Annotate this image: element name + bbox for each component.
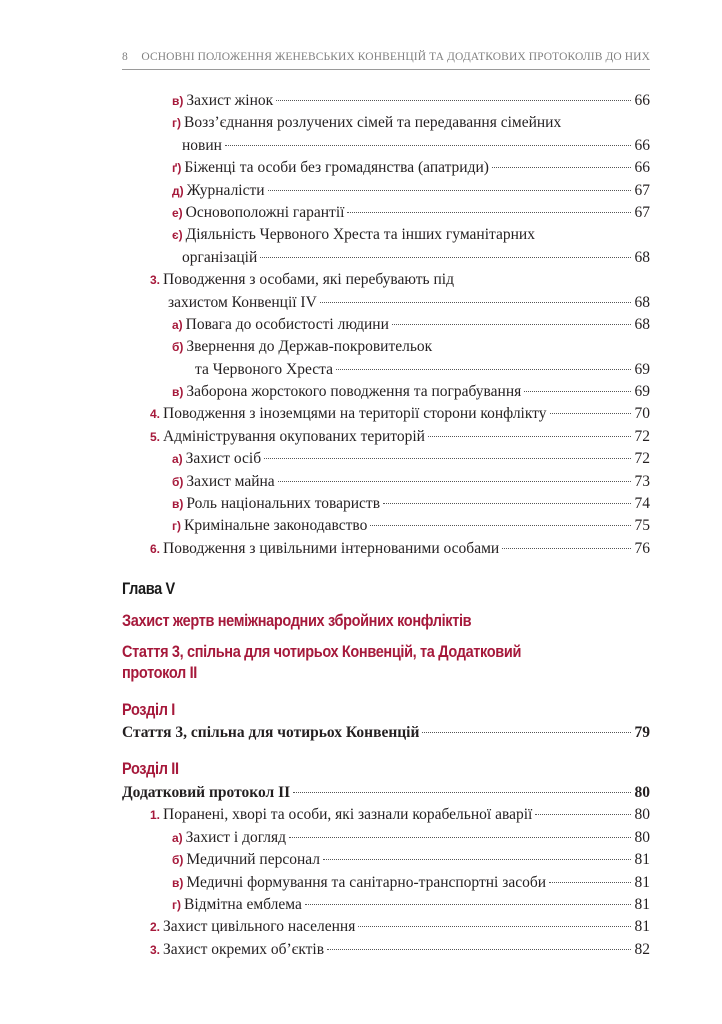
toc-entry-title: Відмітна емблема [184,895,302,913]
toc-entry-title: Поводження з іноземцями на території сторони конфлікту [163,405,547,423]
toc-entry[interactable] [122,336,650,358]
toc-entry[interactable] [122,471,650,493]
dot-leader [323,859,631,860]
dot-leader [549,882,631,883]
chapter-label: Глава V [122,580,175,598]
toc-entry-title: Звернення до Держав-покровительок [186,338,433,356]
dot-leader [370,525,631,526]
toc-entry-title: Возз’єднання розлучених сімей та передавання сімейних [184,114,562,132]
toc-entry-marker: в) [172,385,184,400]
toc-entry[interactable] [122,381,650,403]
toc-entry-page[interactable]: 70 [634,405,650,423]
toc-entry-page[interactable]: 75 [634,517,650,535]
toc-list-section2 [122,782,650,961]
dot-leader [535,814,631,815]
toc-entry[interactable] [122,804,650,826]
toc-entry-page[interactable]: 72 [634,450,650,468]
toc-entry-marker: є) [172,228,183,243]
toc-entry-marker: 1. [150,808,161,823]
toc-entry-title-cont: новин [182,136,222,154]
dot-leader [428,436,631,437]
toc-entry-marker: а) [172,452,183,467]
toc-entry-page[interactable]: 81 [634,873,650,891]
toc-entry-page[interactable]: 79 [634,724,650,741]
dot-leader [278,481,631,482]
dot-leader [305,904,631,905]
toc-entry-marker: е) [172,205,183,220]
section2-label: Розділ II [122,760,179,778]
dot-leader [264,458,631,459]
dot-leader [358,926,631,927]
toc-entry-title: Захист майна [186,472,275,490]
toc-entry-marker: г) [172,897,181,912]
toc-entry-marker: 3. [150,273,161,288]
running-header [122,49,650,70]
toc-entry-page[interactable]: 81 [634,851,650,869]
dot-leader [524,391,631,392]
toc-entry-marker: а) [172,317,183,332]
toc-entry[interactable] [122,827,650,849]
toc-entry-page[interactable]: 80 [634,784,650,801]
dot-leader [492,167,631,168]
toc-entry-page[interactable]: 66 [634,92,650,109]
dot-leader [320,302,631,303]
toc-entry[interactable] [122,403,650,425]
toc-entry[interactable] [122,314,650,336]
toc-entry-marker: 4. [150,407,161,422]
toc-entry-title: Діяльність Червоного Хреста та інших гуманітарних [185,226,535,244]
toc-entry-title: Повага до особистості людини [185,315,389,333]
dot-leader [336,369,631,370]
section1-label: Розділ I [122,701,175,719]
chapter-subtitle-line1: Стаття 3, спільна для чотирьох Конвенцій, та Додатковий [122,643,522,661]
toc-entry-title: Захист і догляд [185,828,287,846]
dot-leader [276,100,631,101]
toc-entry-page[interactable]: 76 [634,539,650,557]
dot-leader [550,413,631,414]
toc-entry-page[interactable]: 80 [634,828,650,846]
toc-entry-title: Поранені, хворі та особи, які зазнали корабельної аварії [163,806,533,824]
toc-entry-marker: 5. [150,429,161,444]
toc-entry-page[interactable]: 69 [634,383,650,401]
toc-entry[interactable] [122,722,650,744]
toc-entry[interactable] [122,872,650,894]
dot-leader [502,548,631,549]
toc-entry-marker: г) [172,519,181,534]
toc-entry-page[interactable]: 66 [634,136,650,154]
toc-entry-marker: ґ) [172,161,182,176]
toc-entry-page[interactable]: 81 [634,918,650,936]
toc-entry-title-cont: організацій [182,248,258,266]
toc-entry-title: Адміністрування окупованих територій [163,427,425,445]
toc-entry-page[interactable]: 82 [634,940,650,958]
chapter-title: Захист жертв неміжнародних збройних конфліктів [122,612,472,630]
toc-entry-page[interactable]: 68 [634,315,650,333]
toc-entry-title: Поводження з цивільними інтернованими особами [163,539,500,557]
toc-entry-title: Роль національних товариств [186,495,381,513]
toc-entry-title: Біженці та особи без громадянства (апатриди) [184,159,489,177]
toc-entry[interactable] [122,112,650,134]
toc-entry-page[interactable]: 68 [634,293,650,311]
toc-entry-title: Медичний персонал [186,851,321,869]
toc-entry-marker: а) [172,830,183,845]
dot-leader [293,792,631,793]
toc-entry-title: Кримінальне законодавство [184,517,368,535]
toc-entry-marker: в) [172,94,184,108]
toc-entry-page[interactable]: 72 [634,427,650,445]
toc-entry-title: Поводження з особами, які перебувають під [163,271,454,289]
toc-entry-page[interactable]: 67 [634,203,650,221]
toc-entry-marker: в) [172,497,184,512]
dot-leader [225,145,631,146]
toc-entry-continuation[interactable] [122,292,650,314]
dot-leader [392,324,631,325]
toc-entry[interactable] [122,426,650,448]
toc-entry[interactable] [122,90,650,112]
toc-entry-title-cont: захистом Конвенції IV [168,293,317,311]
toc-entry-title: Стаття 3, спільна для чотирьох Конвенцій [122,724,420,741]
toc-entry[interactable] [122,894,650,916]
toc-entry[interactable] [122,448,650,470]
toc-entry[interactable] [122,849,650,871]
toc-entry-marker: 2. [150,920,161,935]
toc-entry-marker: 6. [150,541,161,556]
toc-entry-title: Медичні формування та санітарно-транспортні засоби [186,873,547,891]
toc-entry-marker: г) [172,116,181,131]
toc-list-section1 [122,722,650,744]
toc-list-top [122,90,650,560]
dot-leader [268,190,631,191]
toc-entry[interactable] [122,939,650,961]
running-title: ОСНОВНІ ПОЛОЖЕННЯ ЖЕНЕВСЬКИХ КОНВЕНЦІЙ ТА ДОДАТКОВИХ ПРОТОКОЛІВ ДО НИХ [141,51,650,63]
toc-entry[interactable] [122,493,650,515]
dot-leader [327,949,631,950]
toc-entry[interactable] [122,202,650,224]
toc-entry-title: Захист жінок [186,92,274,109]
toc-entry-page[interactable]: 67 [634,181,650,199]
toc-entry[interactable] [122,157,650,179]
toc-entry-marker: в) [172,875,184,890]
dot-leader [260,257,631,258]
toc-entry-page[interactable]: 80 [634,806,650,824]
toc-entry-title: Додатковий протокол II [122,784,291,801]
dot-leader [383,503,631,504]
toc-entry-marker: б) [172,340,184,355]
toc-entry-continuation[interactable] [122,247,650,269]
toc-entry-continuation[interactable] [122,359,650,381]
chapter-subtitle-line2: протокол II [122,664,197,682]
page-number: 8 [122,51,128,63]
toc-entry[interactable] [122,269,650,291]
toc-entry-marker: б) [172,474,184,489]
toc-entry-title: Журналісти [186,181,265,199]
toc-entry-title: Заборона жорстокого поводження та пограбування [186,383,522,401]
toc-entry-title-cont: та Червоного Хреста [195,360,333,378]
toc-entry[interactable] [122,224,650,246]
toc-entry-page[interactable]: 66 [634,159,650,177]
toc-entry-title: Захист окремих об’єктів [163,940,325,958]
toc-entry[interactable] [122,538,650,560]
toc-entry-page[interactable]: 74 [634,495,650,513]
toc-entry[interactable] [122,180,650,202]
toc-entry-page[interactable]: 73 [634,472,650,490]
toc-entry-marker: б) [172,853,184,868]
toc-entry-title: Основоположні гарантії [185,203,345,221]
toc-entry-continuation[interactable] [122,135,650,157]
toc-entry-title: Захист цивільного населення [163,918,356,936]
toc-entry[interactable] [122,782,650,804]
toc-entry[interactable] [122,916,650,938]
toc-entry-title: Захист осіб [185,450,262,468]
toc-entry-page[interactable]: 69 [634,360,650,378]
toc-entry-marker: д) [172,183,184,198]
dot-leader [347,212,631,213]
toc-entry[interactable] [122,515,650,537]
dot-leader [289,837,631,838]
toc-entry-marker: 3. [150,942,161,957]
toc-entry-page[interactable]: 68 [634,248,650,266]
dot-leader [422,732,631,733]
toc-entry-page[interactable]: 81 [634,895,650,913]
